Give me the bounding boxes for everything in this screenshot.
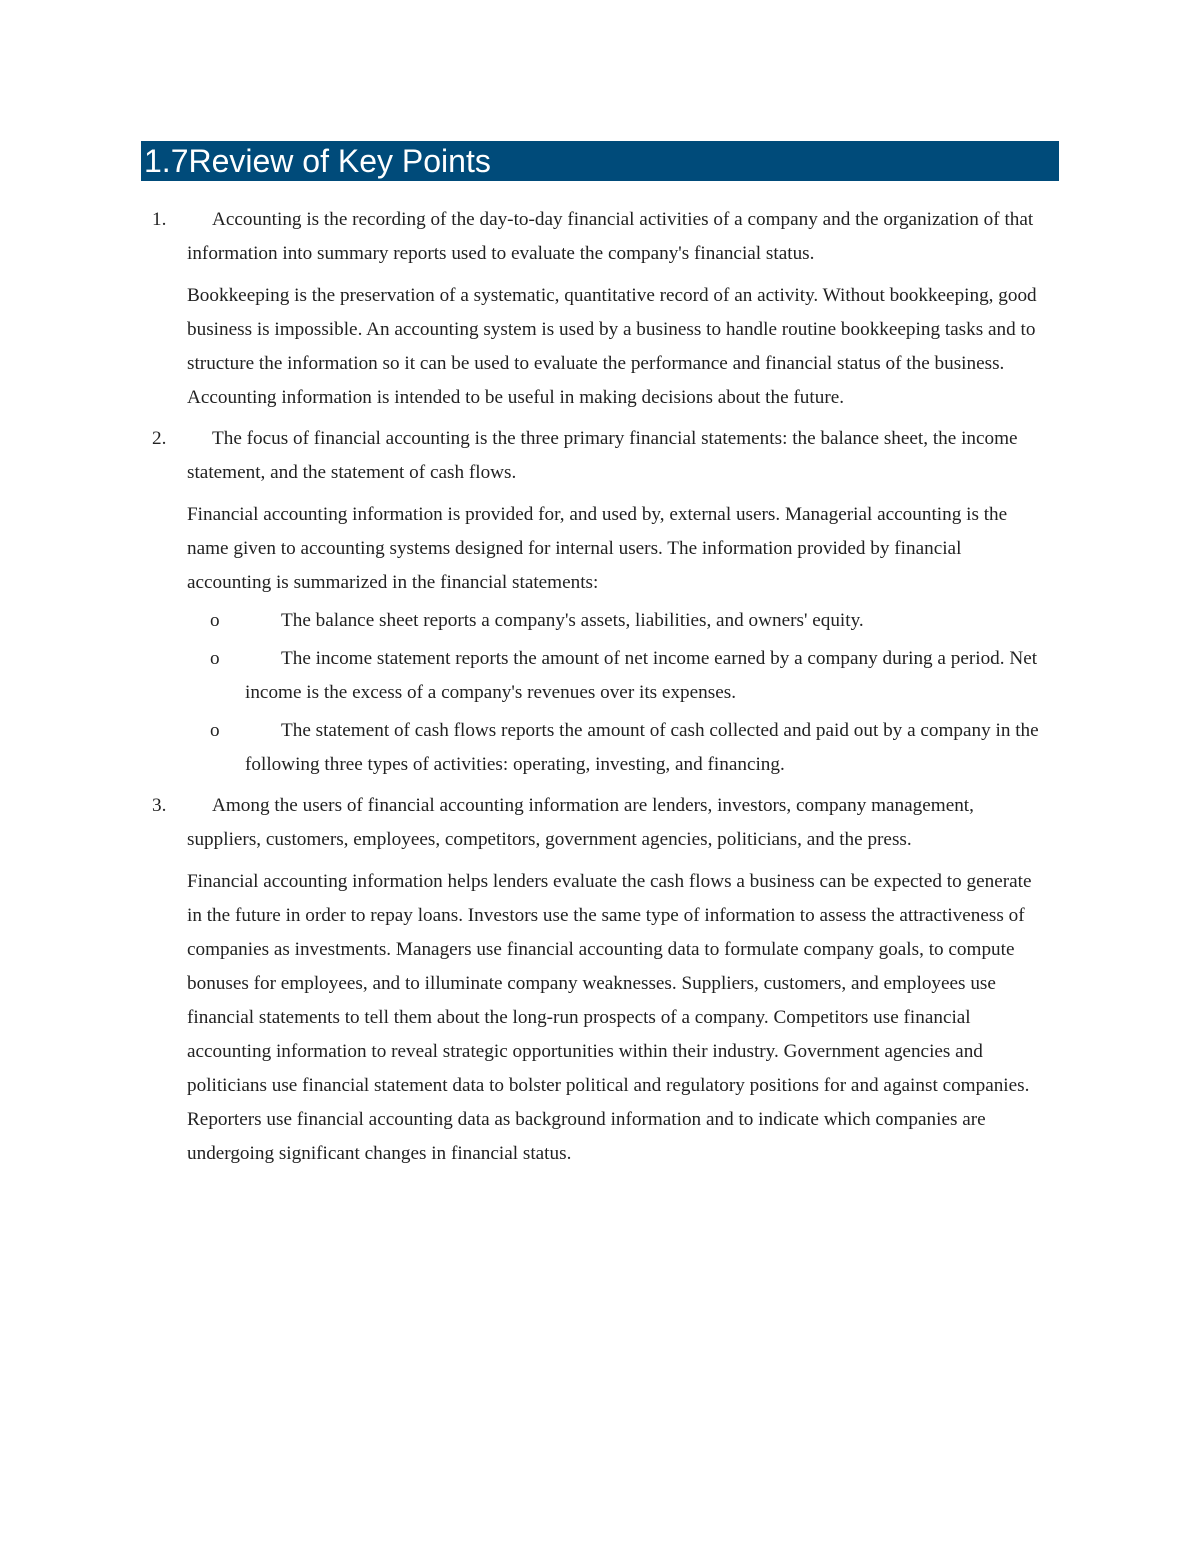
- statement-bullet-income-statement: [187, 642, 1050, 710]
- key-point-lead: Among the users of financial accounting information are lenders, investors, company management, suppliers, customers, employees, competitors, government agencies, politicians, and the press.: [187, 795, 974, 850]
- key-point-2: [150, 422, 1050, 782]
- key-point-paragraph: Financial accounting information helps lenders evaluate the cash flows a business can be expected to generate in the future in order to repay loans. Investors use the same type of information to assess the attractiveness of companies as investments. Managers use financial accounting data to formulate company goals, to compute bonuses for employees, and to illuminate company weaknesses. Suppliers, customers, and employees use financial statements to tell them about the long-run prospects of a company. Competitors use financial accounting information to reveal strategic opportunities within their industry. Government agencies and politicians use financial statement data to bolster political and regulatory positions for and against companies. Reporters use financial accounting data as background information and to indicate which companies are undergoing significant changes in financial status.: [187, 871, 1032, 1164]
- bullet-marker: o: [210, 610, 220, 631]
- key-point-paragraph: Bookkeeping is the preservation of a systematic, quantitative record of an activity. Without bookkeeping, good business is impossible. An accounting system is used by a business to handle routine bookkeeping tasks and to structure the information so it can be used to evaluate the performance and financial status of the business. Accounting information is intended to be useful in making decisions about the future.: [187, 285, 1037, 408]
- section-title-bar: [141, 141, 1059, 181]
- statement-bullet-balance-sheet: [187, 604, 1050, 638]
- key-point-1: [150, 203, 1050, 415]
- statement-bullet-cash-flows: [187, 714, 1050, 782]
- bullet-marker: o: [210, 648, 220, 669]
- key-point-lead: The focus of financial accounting is the three primary financial statements: the balance sheet, the income statement, and the statement of cash flows.: [187, 428, 1018, 483]
- key-point-number: 3.: [152, 795, 167, 816]
- key-point-paragraph: Financial accounting information is provided for, and used by, external users. Managerial accounting is the name given to accounting systems designed for internal users. The information provided by financial accounting is summarized in the financial statements:: [187, 504, 1008, 593]
- bullet-marker: o: [210, 720, 220, 741]
- bullet-text: The statement of cash flows reports the amount of cash collected and paid out by a company in the following three types of activities: operating, investing, and financing.: [245, 720, 1039, 775]
- key-point-number: 1.: [152, 209, 167, 230]
- key-points-list: [150, 203, 1050, 1171]
- section-title: 1.7Review of Key Points: [144, 143, 491, 179]
- bullet-text: The income statement reports the amount of net income earned by a company during a period. Net income is the excess of a company's revenues over its expenses.: [245, 648, 1038, 703]
- key-point-number: 2.: [152, 428, 167, 449]
- key-point-lead: Accounting is the recording of the day-to-day financial activities of a company and the organization of that information into summary reports used to evaluate the company's financial status.: [187, 209, 1034, 264]
- bullet-text: The balance sheet reports a company's assets, liabilities, and owners' equity.: [281, 610, 864, 631]
- key-point-3: [150, 789, 1050, 1171]
